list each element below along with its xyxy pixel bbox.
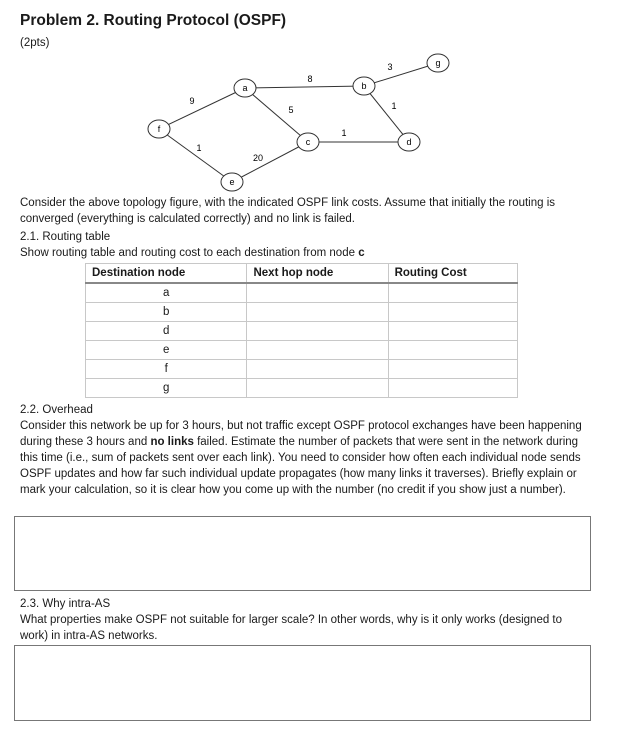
problem-title: Problem 2. Routing Protocol (OSPF) — [20, 12, 287, 29]
routing-cost-cell[interactable] — [388, 360, 517, 379]
link-b-d — [364, 86, 409, 142]
overhead-text-a: Consider this network be up for 3 hours, but not traffic except OSPF protocol exchanges have been happening during these 3 hours and — [20, 420, 582, 448]
points: (2pts) — [20, 37, 50, 49]
table-row — [86, 341, 518, 360]
node-label: e — [229, 177, 235, 187]
table-row — [86, 379, 518, 398]
next-hop-cell[interactable] — [247, 341, 388, 360]
node-label: d — [406, 137, 412, 147]
destination-cell: a — [86, 283, 247, 303]
table-row — [86, 322, 518, 341]
next-hop-cell[interactable] — [247, 360, 388, 379]
link-cost-label: 1 — [391, 101, 397, 111]
node-label: a — [242, 83, 248, 93]
col-next-hop: Next hop node — [247, 264, 388, 284]
section-2-2-text — [20, 418, 590, 498]
link-cost-label: 1 — [341, 128, 347, 138]
table-row — [86, 283, 518, 303]
link-f-a — [159, 88, 245, 129]
intro-text: Consider the above topology figure, with the indicated OSPF link costs. Assume that initially the routing is converged (everything is calculated correctly) and no link is failed. — [20, 197, 556, 225]
next-hop-cell[interactable] — [247, 322, 388, 341]
node-b — [353, 77, 375, 95]
node-label: c — [305, 137, 311, 147]
section-2-3-text: What properties make OSPF not suitable for larger scale? In other words, why is it only works (designed to work) in intra-AS networks. — [20, 614, 563, 642]
node-c — [297, 133, 319, 151]
answer-box-2-3[interactable] — [14, 645, 591, 721]
next-hop-cell[interactable] — [247, 283, 388, 303]
node-g — [427, 54, 449, 72]
link-cost-label: 8 — [307, 74, 313, 84]
node-f — [148, 120, 170, 138]
section-2-3-heading: 2.3. Why intra-AS — [20, 598, 111, 610]
link-cost-label: 20 — [252, 153, 264, 163]
node-label: g — [435, 58, 441, 68]
table-row — [86, 360, 518, 379]
routing-cost-cell[interactable] — [388, 379, 517, 398]
node-d — [398, 133, 420, 151]
topology-diagram — [0, 0, 629, 200]
destination-cell: e — [86, 341, 247, 360]
node-label: b — [361, 81, 367, 91]
table-row — [86, 303, 518, 322]
overhead-text-b: failed. Estimate the number of packets that were sent in the network during this time (i.e., sum of packets sent over each link). You need to consider how often each individual node sends OSPF updates and how far such individual update propagates (how many links it traverses). Briefly explain or mark your calculation, so it is clear how you come up with the number (no credit if you show just a number). — [20, 436, 581, 496]
destination-cell: d — [86, 322, 247, 341]
answer-box-2-2[interactable] — [14, 516, 591, 591]
next-hop-cell[interactable] — [247, 303, 388, 322]
link-e-c — [232, 142, 308, 182]
link-a-c — [245, 88, 308, 142]
routing-cost-cell[interactable] — [388, 341, 517, 360]
link-cost-label: 1 — [196, 143, 202, 153]
destination-cell: f — [86, 360, 247, 379]
node-e — [221, 173, 243, 191]
routing-cost-cell[interactable] — [388, 283, 517, 303]
routing-cost-cell[interactable] — [388, 303, 517, 322]
source-node: c — [358, 247, 365, 259]
overhead-bold: no links — [150, 436, 194, 448]
routing-table — [85, 263, 518, 398]
routing-cost-cell[interactable] — [388, 322, 517, 341]
section-2-2-heading: 2.2. Overhead — [20, 404, 93, 416]
link-cost-label: 5 — [288, 105, 294, 115]
routing-prompt: Show routing table and routing cost to each destination from node — [20, 247, 359, 259]
destination-cell: b — [86, 303, 247, 322]
node-label: f — [157, 124, 161, 134]
col-routing-cost: Routing Cost — [388, 264, 517, 284]
destination-cell: g — [86, 379, 247, 398]
link-b-g — [364, 63, 438, 86]
next-hop-cell[interactable] — [247, 379, 388, 398]
section-2-1-text — [20, 245, 590, 261]
link-cost-label: 3 — [387, 62, 393, 72]
link-cost-label: 9 — [189, 96, 195, 106]
link-a-b — [245, 86, 364, 88]
node-a — [234, 79, 256, 97]
section-2-1-heading: 2.1. Routing table — [20, 231, 111, 243]
link-f-e — [159, 129, 232, 182]
col-destination: Destination node — [86, 264, 247, 284]
